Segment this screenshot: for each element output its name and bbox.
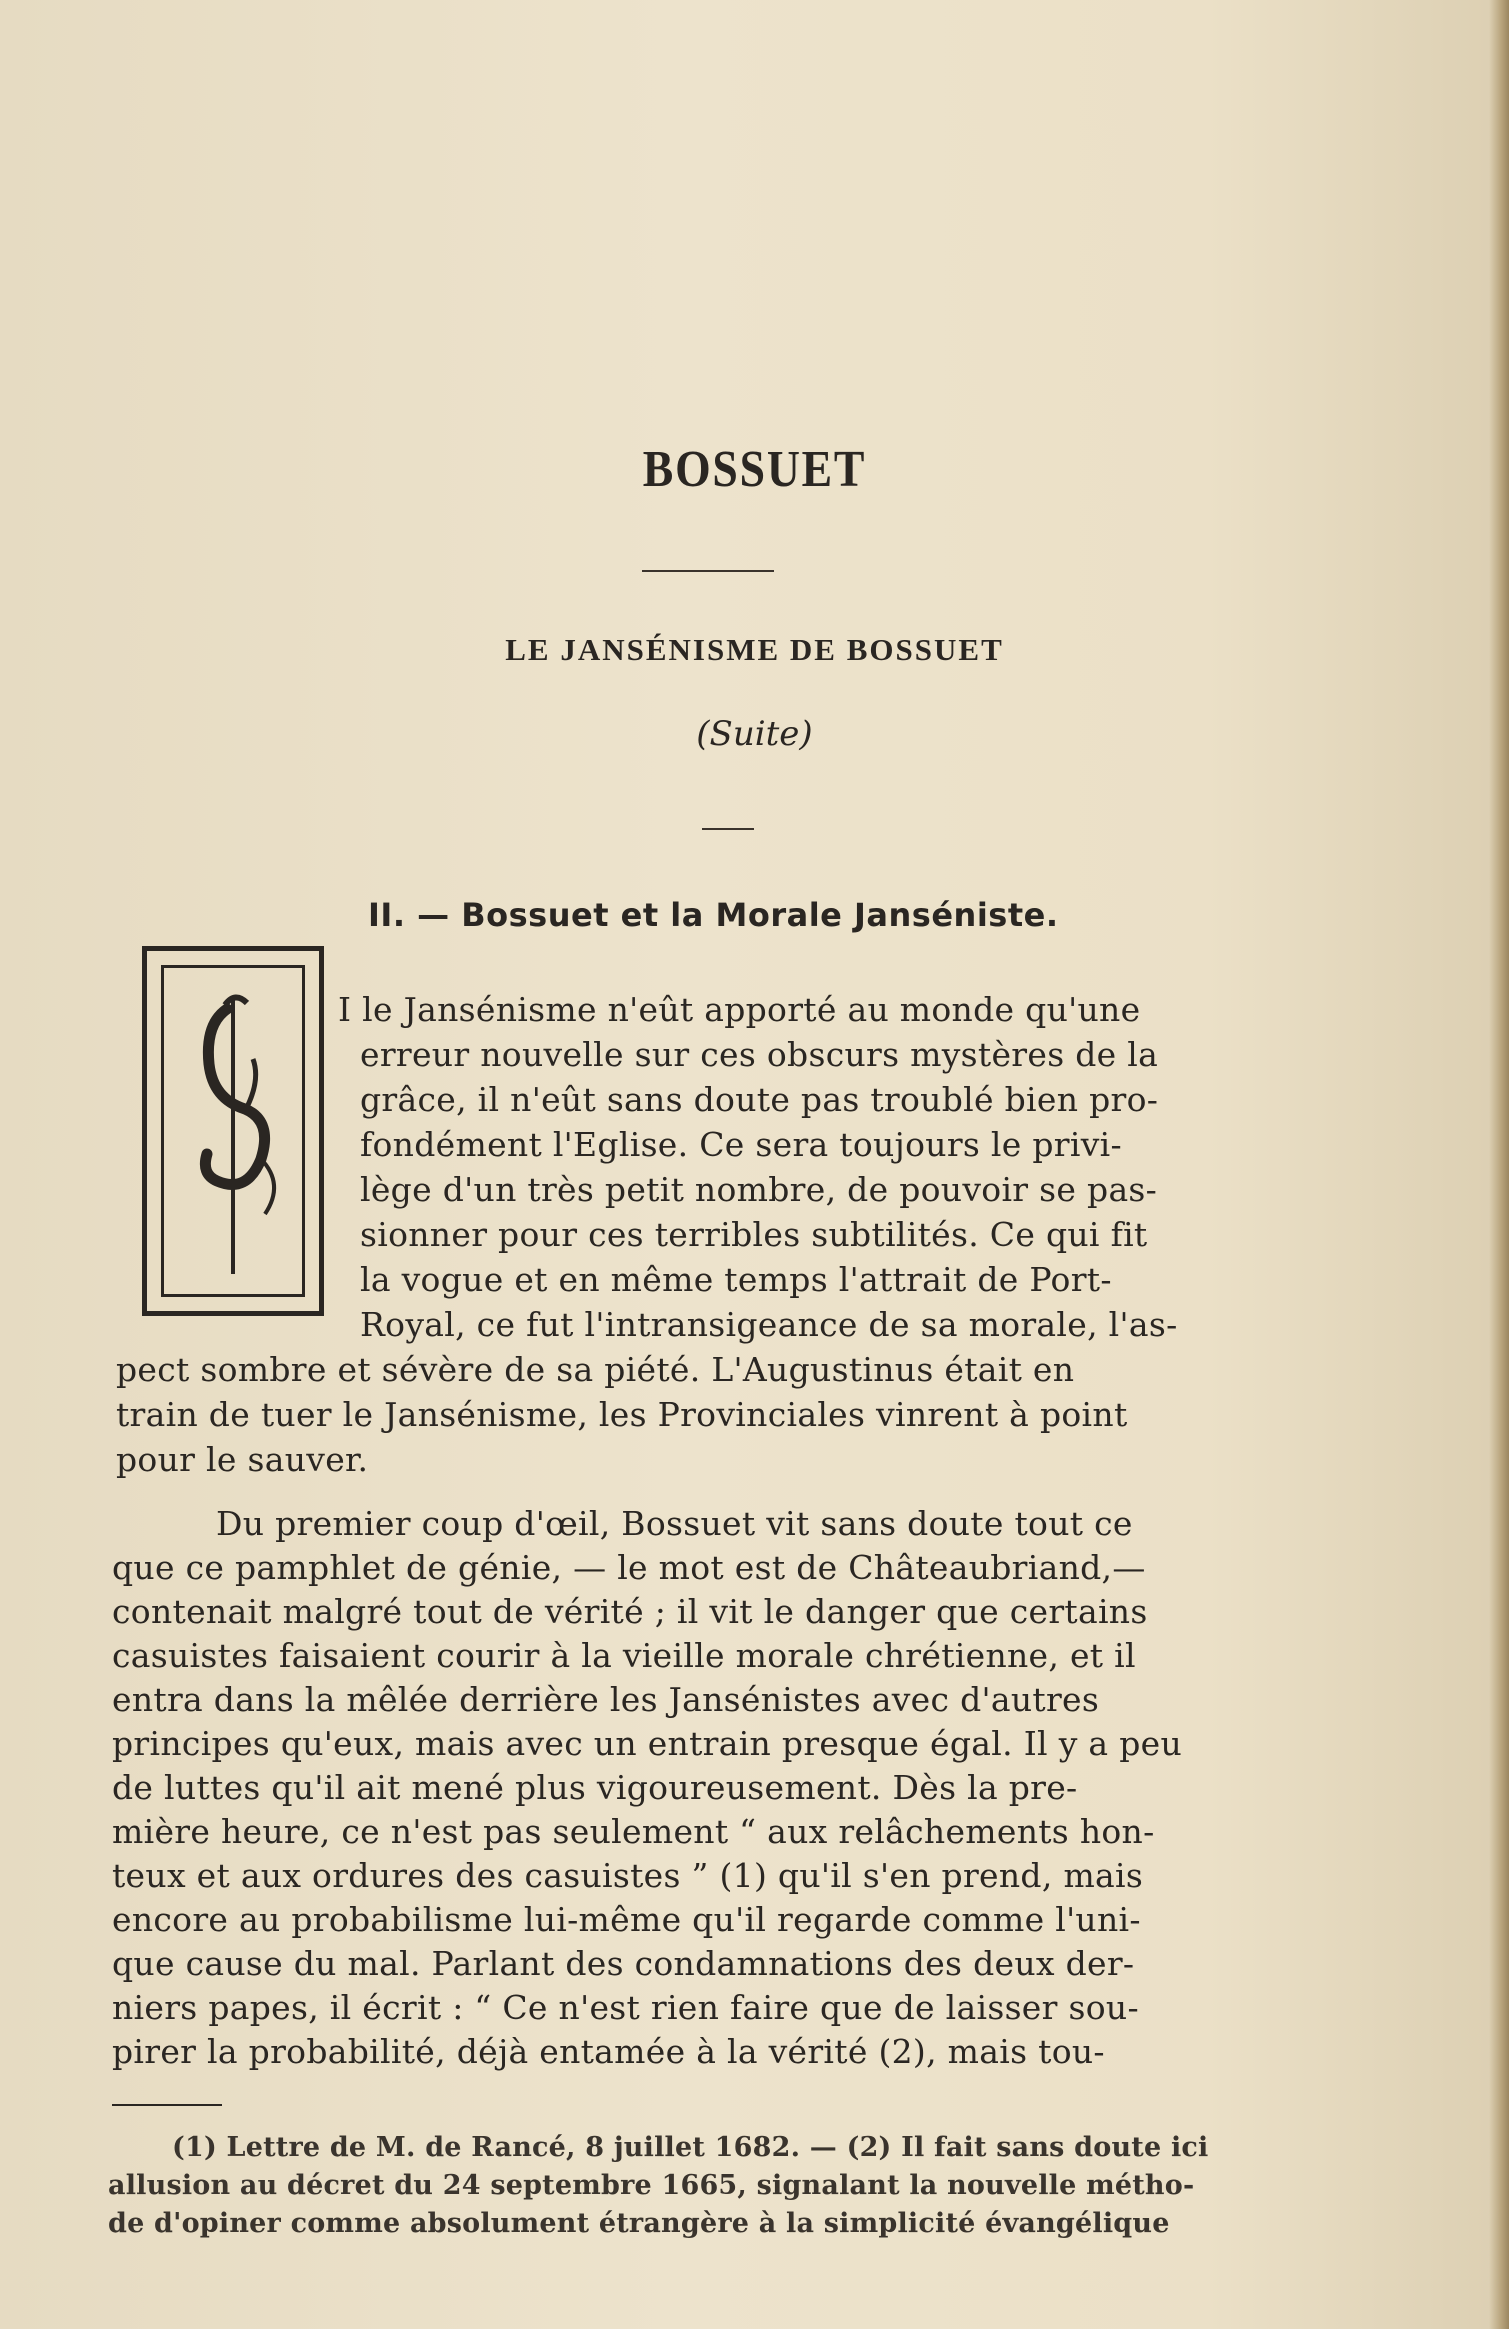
text-line: contenait malgré tout de vérité ; il vit le danger que certains	[112, 1592, 1148, 1631]
text-line: encore au probabilisme lui-même qu'il regarde comme l'uni-	[112, 1900, 1141, 1939]
text-line: Du premier coup d'œil, Bossuet vit sans doute tout ce	[216, 1504, 1133, 1543]
text-line: train de tuer le Jansénisme, les Provinciales vinrent à point	[116, 1395, 1128, 1434]
footnote-line: (1) Lettre de M. de Rancé, 8 juillet 1682. — (2) Il fait sans doute ici	[172, 2132, 1209, 2163]
text-line: lège d'un très petit nombre, de pouvoir se pas-	[360, 1170, 1158, 1209]
text-line: entra dans la mêlée derrière les Jansénistes avec d'autres	[112, 1680, 1100, 1719]
text-line: erreur nouvelle sur ces obscurs mystères de la	[360, 1035, 1159, 1074]
serpent-staff-icon	[165, 969, 301, 1293]
drop-cap-ornament	[142, 946, 324, 1316]
text-line: pect sombre et sévère de sa piété. L'Augustinus était en	[116, 1350, 1075, 1389]
suite-label: (Suite)	[696, 714, 813, 754]
text-line: grâce, il n'eût sans doute pas troublé bien pro-	[360, 1080, 1159, 1119]
text-line: I le Jansénisme n'eût apporté au monde qu'une	[338, 990, 1141, 1029]
page-edge	[1489, 0, 1509, 2329]
text-line: pirer la probabilité, déjà entamée à la vérité (2), mais tou-	[112, 2032, 1105, 2071]
text-line: la vogue et en même temps l'attrait de Port-	[360, 1260, 1112, 1299]
article-subtitle: LE JANSÉNISME DE BOSSUET	[505, 632, 1004, 667]
footnote-line: de d'opiner comme absolument étrangère à la simplicité évangélique	[108, 2208, 1170, 2239]
text-line: fondément l'Eglise. Ce sera toujours le privi-	[360, 1125, 1122, 1164]
page-title: BOSSUET	[642, 441, 867, 498]
text-line: principes qu'eux, mais avec un entrain presque égal. Il y a peu	[112, 1724, 1183, 1763]
text-line: sionner pour ces terribles subtilités. Ce qui fit	[360, 1215, 1148, 1254]
text-line: teux et aux ordures des casuistes ” (1) qu'il s'en prend, mais	[112, 1856, 1144, 1895]
text-line: niers papes, il écrit : “ Ce n'est rien faire que de laisser sou-	[112, 1988, 1139, 2027]
section-rule	[702, 828, 754, 830]
text-line: casuistes faisaient courir à la vieille morale chrétienne, et il	[112, 1636, 1136, 1675]
text-line: que cause du mal. Parlant des condamnations des deux der-	[112, 1944, 1135, 1983]
footnote-line: allusion au décret du 24 septembre 1665, signalant la nouvelle métho-	[108, 2170, 1195, 2201]
title-rule	[642, 570, 774, 572]
text-line: mière heure, ce n'est pas seulement “ aux relâchements hon-	[112, 1812, 1155, 1851]
section-heading: II. — Bossuet et la Morale Janséniste.	[368, 896, 1059, 934]
text-line: de luttes qu'il ait mené plus vigoureusement. Dès la pre-	[112, 1768, 1078, 1807]
text-line: Royal, ce fut l'intransigeance de sa morale, l'as-	[360, 1305, 1178, 1344]
text-line: pour le sauver.	[116, 1440, 369, 1479]
text-line: que ce pamphlet de génie, — le mot est de Châteaubriand,—	[112, 1548, 1146, 1587]
footnote-rule	[112, 2104, 222, 2106]
